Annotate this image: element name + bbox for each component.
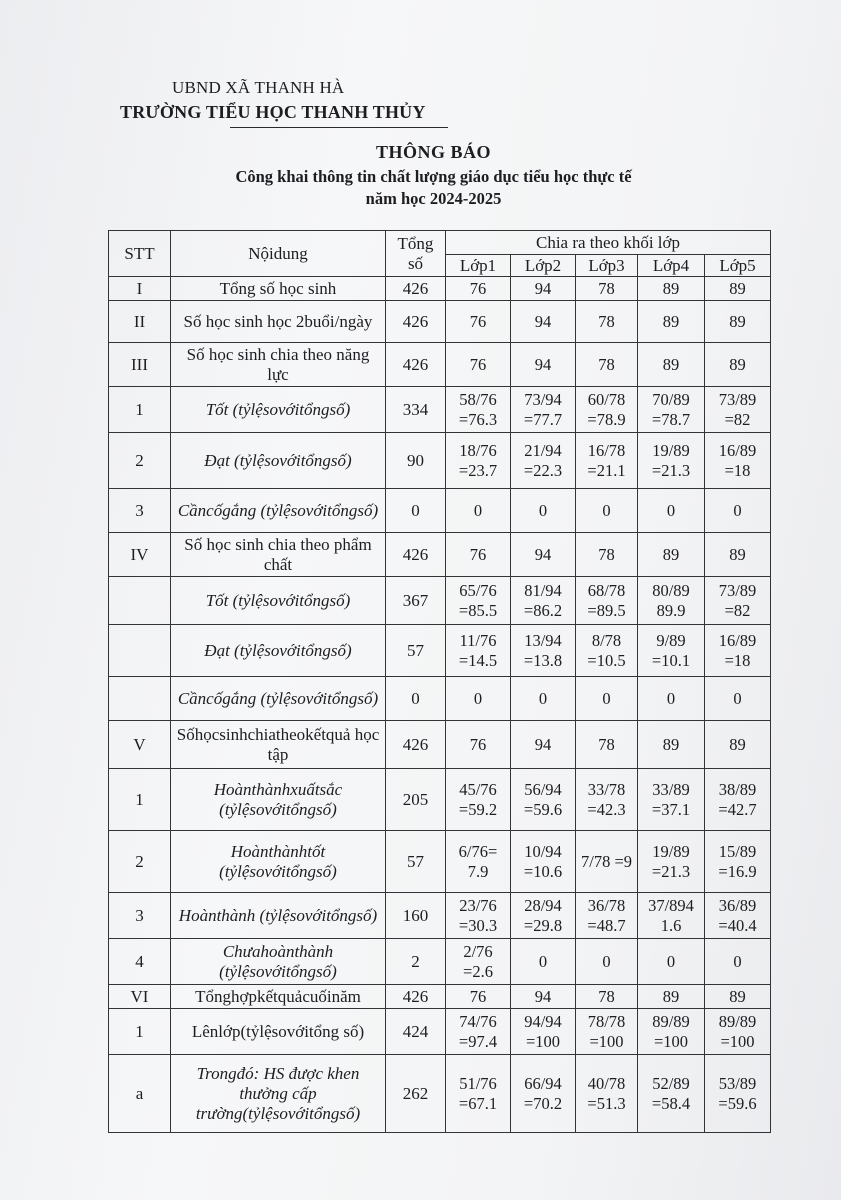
row-content: Hoànthành (tỷlệsovớitổngsố) (171, 893, 386, 939)
row-total: 0 (386, 489, 446, 533)
header-grade-5: Lớp5 (705, 255, 771, 277)
row-stt: V (109, 721, 171, 769)
row-stt (109, 577, 171, 625)
table-row (109, 985, 771, 1009)
table-body (109, 277, 771, 1133)
row-stt: II (109, 301, 171, 343)
row-content: Tổnghợpkếtquảcuốinăm (171, 985, 386, 1009)
grade-3-value: 78 (576, 533, 638, 577)
row-total: 262 (386, 1055, 446, 1133)
grade-3-value: 78 (576, 277, 638, 301)
grade-5-value: 89 (705, 533, 771, 577)
grade-4-value: 89/89 =100 (638, 1009, 705, 1055)
grade-4-value: 0 (638, 939, 705, 985)
row-stt (109, 625, 171, 677)
row-content: Đạt (tỷlệsovớitổngsố) (171, 625, 386, 677)
row-content: Chưahoànthành (tỷlệsovớitổngsố) (171, 939, 386, 985)
notice-title: THÔNG BÁO (375, 142, 491, 162)
grade-2-value: 94 (511, 533, 576, 577)
grade-5-value: 16/89 =18 (705, 625, 771, 677)
grade-1-value: 65/76 =85.5 (446, 577, 511, 625)
row-total: 426 (386, 343, 446, 387)
grade-4-value: 80/89 89.9 (638, 577, 705, 625)
grade-1-value: 0 (446, 677, 511, 721)
agency-name: UBND XÃ THANH HÀ (172, 78, 345, 97)
letterhead-underline (230, 127, 448, 128)
grade-1-value: 76 (446, 301, 511, 343)
table-row (109, 1055, 771, 1133)
table-row (109, 433, 771, 489)
table-row (109, 387, 771, 433)
header-grade-1: Lớp1 (446, 255, 511, 277)
grade-4-value: 89 (638, 721, 705, 769)
grade-4-value: 9/89 =10.1 (638, 625, 705, 677)
row-stt: 2 (109, 433, 171, 489)
row-total: 426 (386, 277, 446, 301)
row-total: 2 (386, 939, 446, 985)
grade-2-value: 10/94 =10.6 (511, 831, 576, 893)
table-row (109, 831, 771, 893)
grade-1-value: 23/76 =30.3 (446, 893, 511, 939)
header-stt: STT (109, 231, 171, 277)
grade-2-value: 0 (511, 489, 576, 533)
grade-4-value: 89 (638, 301, 705, 343)
table-row (109, 769, 771, 831)
row-stt: 1 (109, 387, 171, 433)
grade-2-value: 94 (511, 277, 576, 301)
row-stt: 4 (109, 939, 171, 985)
row-total: 426 (386, 721, 446, 769)
row-total: 160 (386, 893, 446, 939)
row-content: Tốt (tỷlệsovớitổngsố) (171, 577, 386, 625)
grade-5-value: 89/89 =100 (705, 1009, 771, 1055)
grade-4-value: 33/89 =37.1 (638, 769, 705, 831)
grade-4-value: 70/89 =78.7 (638, 387, 705, 433)
school-name: TRƯỜNG TIỂU HỌC THANH THỦY (120, 102, 426, 122)
grade-2-value: 0 (511, 939, 576, 985)
grade-1-value: 6/76= 7.9 (446, 831, 511, 893)
row-stt: 2 (109, 831, 171, 893)
row-stt: VI (109, 985, 171, 1009)
row-total: 57 (386, 625, 446, 677)
notice-subtitle: Công khai thông tin chất lượng giáo dục tiểu học thực tế (235, 167, 632, 186)
grade-2-value: 94 (511, 721, 576, 769)
grade-1-value: 76 (446, 277, 511, 301)
row-stt: 1 (109, 769, 171, 831)
row-total: 424 (386, 1009, 446, 1055)
row-content: Số học sinh chia theo năng lực (171, 343, 386, 387)
grade-3-value: 36/78 =48.7 (576, 893, 638, 939)
grade-5-value: 0 (705, 677, 771, 721)
grade-3-value: 8/78 =10.5 (576, 625, 638, 677)
row-content: Sốhọcsinhchiatheokếtquả học tập (171, 721, 386, 769)
quality-table (108, 230, 771, 1133)
grade-4-value: 89 (638, 985, 705, 1009)
row-content: Tổng số học sinh (171, 277, 386, 301)
grade-4-value: 0 (638, 489, 705, 533)
row-content: Số học sinh chia theo phẩm chất (171, 533, 386, 577)
grade-1-value: 76 (446, 533, 511, 577)
grade-5-value: 73/89 =82 (705, 577, 771, 625)
grade-2-value: 56/94 =59.6 (511, 769, 576, 831)
header-grade-2: Lớp2 (511, 255, 576, 277)
row-stt: IV (109, 533, 171, 577)
grade-2-value: 94/94 =100 (511, 1009, 576, 1055)
grade-4-value: 37/894 1.6 (638, 893, 705, 939)
table-row (109, 301, 771, 343)
grade-3-value: 60/78 =78.9 (576, 387, 638, 433)
header-grade-4: Lớp4 (638, 255, 705, 277)
header-grade-3: Lớp3 (576, 255, 638, 277)
grade-3-value: 68/78 =89.5 (576, 577, 638, 625)
grade-4-value: 52/89 =58.4 (638, 1055, 705, 1133)
table-row (109, 533, 771, 577)
grade-5-value: 89 (705, 343, 771, 387)
row-stt: 3 (109, 489, 171, 533)
row-stt: 1 (109, 1009, 171, 1055)
grade-1-value: 76 (446, 721, 511, 769)
row-stt (109, 677, 171, 721)
row-total: 90 (386, 433, 446, 489)
row-total: 57 (386, 831, 446, 893)
table-row (109, 277, 771, 301)
row-total: 426 (386, 985, 446, 1009)
grade-5-value: 0 (705, 939, 771, 985)
grade-3-value: 0 (576, 489, 638, 533)
row-total: 0 (386, 677, 446, 721)
table-header-row (109, 231, 771, 255)
table-row (109, 577, 771, 625)
notice-school-year: năm học 2024-2025 (365, 189, 502, 208)
grade-3-value: 78/78 =100 (576, 1009, 638, 1055)
grade-5-value: 73/89 =82 (705, 387, 771, 433)
grade-5-value: 15/89 =16.9 (705, 831, 771, 893)
grade-5-value: 0 (705, 489, 771, 533)
row-content: Lênlớp(tỷlệsovớitổng số) (171, 1009, 386, 1055)
grade-2-value: 0 (511, 677, 576, 721)
row-total: 334 (386, 387, 446, 433)
grade-4-value: 89 (638, 343, 705, 387)
grade-3-value: 78 (576, 343, 638, 387)
grade-5-value: 89 (705, 277, 771, 301)
header-grade-split: Chia ra theo khối lớp (446, 231, 771, 255)
table-row (109, 343, 771, 387)
grade-3-value: 0 (576, 939, 638, 985)
table-row (109, 721, 771, 769)
header-total: Tổng số (386, 231, 446, 277)
grade-1-value: 18/76 =23.7 (446, 433, 511, 489)
grade-4-value: 89 (638, 533, 705, 577)
grade-2-value: 94 (511, 985, 576, 1009)
grade-5-value: 53/89 =59.6 (705, 1055, 771, 1133)
grade-5-value: 89 (705, 985, 771, 1009)
notice-heading (0, 142, 841, 209)
grade-2-value: 66/94 =70.2 (511, 1055, 576, 1133)
grade-1-value: 51/76 =67.1 (446, 1055, 511, 1133)
row-stt: I (109, 277, 171, 301)
grade-5-value: 89 (705, 721, 771, 769)
grade-4-value: 89 (638, 277, 705, 301)
grade-3-value: 78 (576, 721, 638, 769)
row-total: 205 (386, 769, 446, 831)
grade-2-value: 28/94 =29.8 (511, 893, 576, 939)
row-content: Hoànthànhxuấtsắc (tỷlệsovớitổngsố) (171, 769, 386, 831)
grade-2-value: 94 (511, 301, 576, 343)
row-content: Cầncốgắng (tỷlệsovớitổngsố) (171, 677, 386, 721)
table-row (109, 939, 771, 985)
row-stt: III (109, 343, 171, 387)
grade-2-value: 73/94 =77.7 (511, 387, 576, 433)
grade-5-value: 16/89 =18 (705, 433, 771, 489)
grade-5-value: 38/89 =42.7 (705, 769, 771, 831)
grade-1-value: 0 (446, 489, 511, 533)
grade-1-value: 76 (446, 985, 511, 1009)
grade-2-value: 94 (511, 343, 576, 387)
table-row (109, 677, 771, 721)
table-row (109, 1009, 771, 1055)
grade-1-value: 74/76 =97.4 (446, 1009, 511, 1055)
grade-1-value: 45/76 =59.2 (446, 769, 511, 831)
grade-3-value: 33/78 =42.3 (576, 769, 638, 831)
grade-3-value: 78 (576, 301, 638, 343)
grade-3-value: 16/78 =21.1 (576, 433, 638, 489)
grade-1-value: 2/76 =2.6 (446, 939, 511, 985)
grade-4-value: 19/89 =21.3 (638, 433, 705, 489)
row-total: 367 (386, 577, 446, 625)
row-total: 426 (386, 533, 446, 577)
grade-2-value: 81/94 =86.2 (511, 577, 576, 625)
grade-4-value: 19/89 =21.3 (638, 831, 705, 893)
row-content: Số học sinh học 2buổi/ngày (171, 301, 386, 343)
row-stt: a (109, 1055, 171, 1133)
grade-2-value: 21/94 =22.3 (511, 433, 576, 489)
grade-3-value: 40/78 =51.3 (576, 1055, 638, 1133)
grade-3-value: 0 (576, 677, 638, 721)
table-row (109, 625, 771, 677)
grade-1-value: 58/76 =76.3 (446, 387, 511, 433)
row-content: Cầncốgắng (tỷlệsovớitổngsố) (171, 489, 386, 533)
grade-5-value: 89 (705, 301, 771, 343)
grade-2-value: 13/94 =13.8 (511, 625, 576, 677)
row-content: Đạt (tỷlệsovớitổngsố) (171, 433, 386, 489)
row-content: Tốt (tỷlệsovớitổngsố) (171, 387, 386, 433)
header-content: Nộidung (171, 231, 386, 277)
grade-3-value: 7/78 =9 (576, 831, 638, 893)
grade-3-value: 78 (576, 985, 638, 1009)
table-row (109, 489, 771, 533)
grade-4-value: 0 (638, 677, 705, 721)
row-stt: 3 (109, 893, 171, 939)
row-content: Trongđó: HS được khen thưởng cấp trường(tỷlệsovớitổngsố) (171, 1055, 386, 1133)
grade-1-value: 11/76 =14.5 (446, 625, 511, 677)
table-row (109, 893, 771, 939)
grade-5-value: 36/89 =40.4 (705, 893, 771, 939)
grade-1-value: 76 (446, 343, 511, 387)
row-content: Hoànthànhtốt (tỷlệsovớitổngsố) (171, 831, 386, 893)
row-total: 426 (386, 301, 446, 343)
